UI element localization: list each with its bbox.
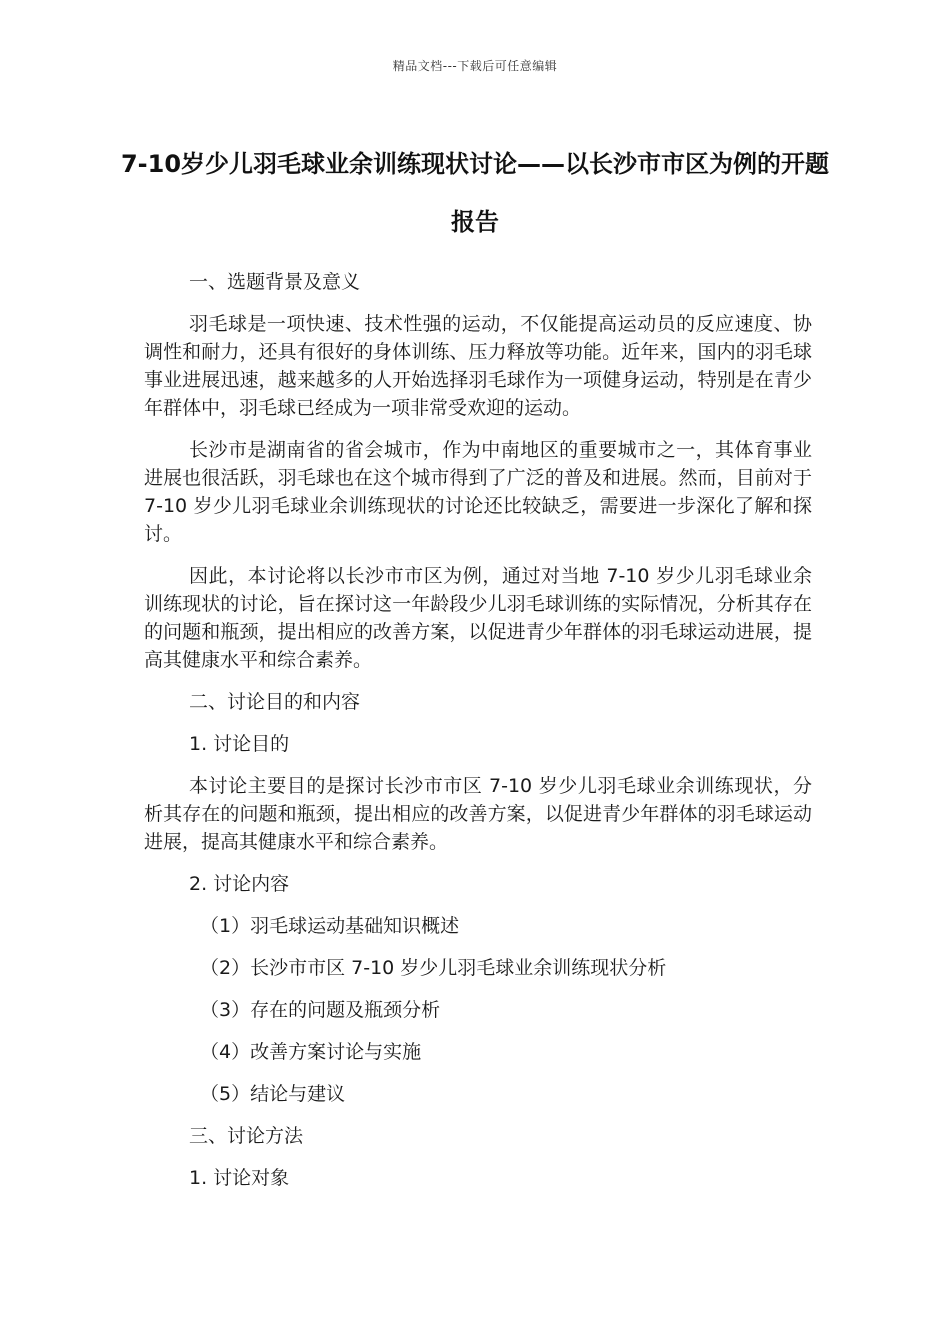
list-item: （2）长沙市市区 7-10 岁少儿羽毛球业余训练现状分析 [200,957,667,979]
subsection-heading-2-2: 2. 讨论内容 [189,873,290,895]
section-heading-2: 二、讨论目的和内容 [189,691,361,713]
header-note: 精品文档---下载后可任意编辑 [392,59,558,73]
list-item: （1）羽毛球运动基础知识概述 [200,915,460,937]
paragraph-1: 羽毛球是一项快速、技术性强的运动，不仅能提高运动员的反应速度、协调性和耐力，还具有很好的身体训练、压力释放等功能。近年来，国内的羽毛球事业进展迅速，越来越多的人开始选择羽毛球作为一项健身运动，特别是在青少年群体中，羽毛球已经成为一项非常受欢迎的运动。 [144,313,812,419]
subsection-heading-2-1: 1. 讨论目的 [189,733,290,755]
document-title: 7-10岁少儿羽毛球业余训练现状讨论——以长沙市市区为例的开题报告 [120,150,830,236]
paragraph-2: 长沙市是湖南省的省会城市，作为中南地区的重要城市之一，其体育事业进展也很活跃，羽毛球也在这个城市得到了广泛的普及和进展。然而，目前对于 7-10 岁少儿羽毛球业余训练现状的讨论还比较缺乏，需要进一步深化了解和探讨。 [144,439,812,545]
list-item: （5）结论与建议 [200,1083,346,1105]
list-item: （4）改善方案讨论与实施 [200,1041,422,1063]
paragraph-3: 因此，本讨论将以长沙市市区为例，通过对当地 7-10 岁少儿羽毛球业余训练现状的讨论，旨在探讨这一年龄段少儿羽毛球训练的实际情况，分析其存在的问题和瓶颈，提出相应的改善方案，以促进青少年群体的羽毛球运动进展，提高其健康水平和综合素养。 [144,565,812,671]
paragraph-4: 本讨论主要目的是探讨长沙市市区 7-10 岁少儿羽毛球业余训练现状，分析其存在的问题和瓶颈，提出相应的改善方案，以促进青少年群体的羽毛球运动进展，提高其健康水平和综合素养。 [144,775,812,853]
list-item: （3）存在的问题及瓶颈分析 [200,999,441,1021]
section-heading-1: 一、选题背景及意义 [189,271,361,293]
document-body [144,268,812,1206]
section-heading-3: 三、讨论方法 [189,1125,304,1147]
subsection-heading-3-1: 1. 讨论对象 [189,1167,290,1189]
